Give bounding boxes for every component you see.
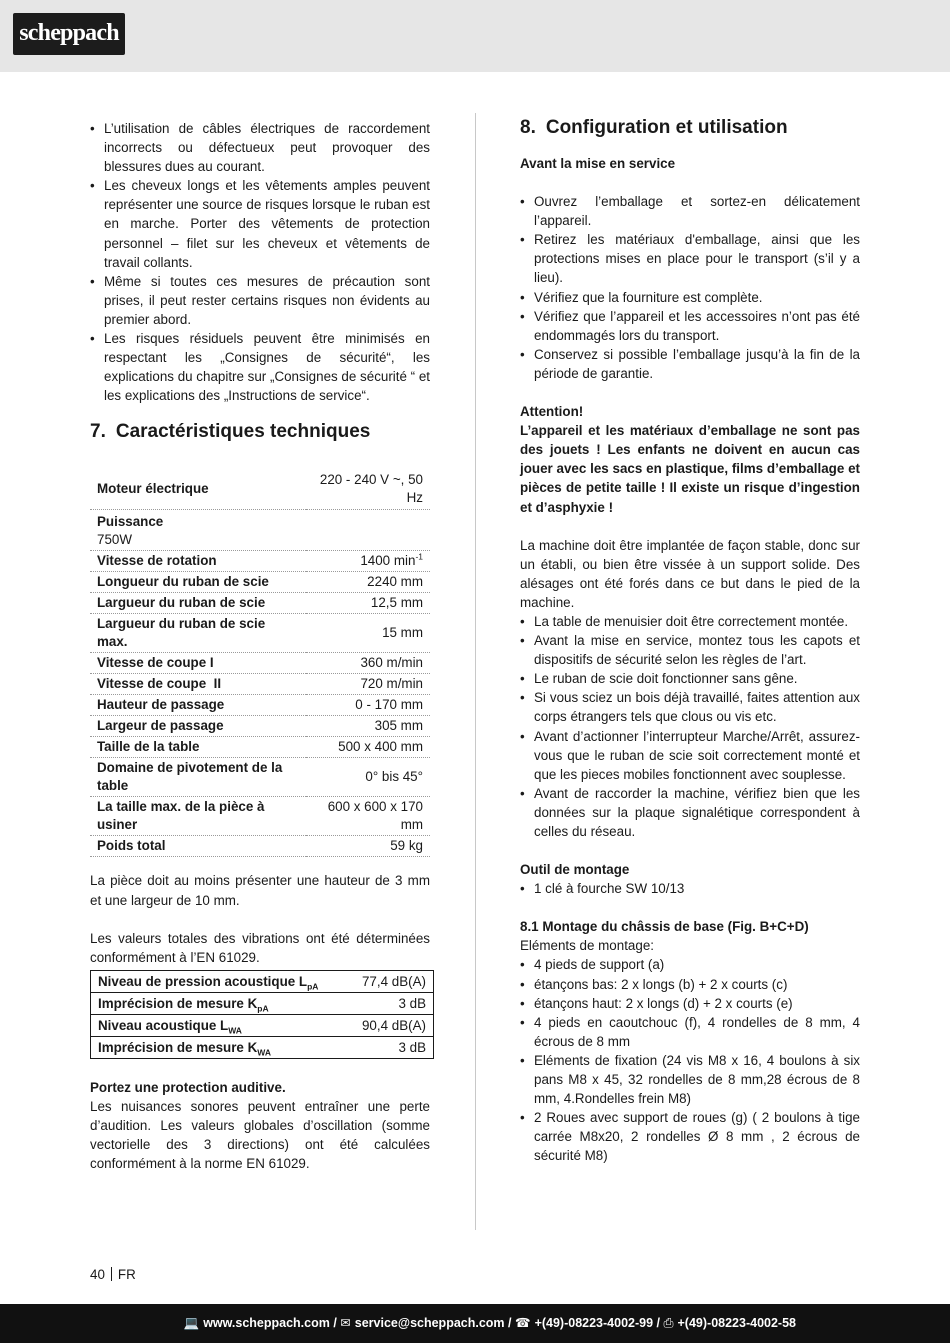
list-item: • Eléments de fixation (24 vis M8 x 16, 4 boulons à six pans M8 x 45, 32 rondelles de 8 mm,28 écrous de 8 mm, 4.Rondelles frein M8) xyxy=(520,1051,860,1108)
vibration-subscript: pA xyxy=(257,1003,269,1014)
list-item: • étançons bas: 2 x longs (b) + 2 x courts (c) xyxy=(520,975,860,994)
list-item: • 1 clé à fourche SW 10/13 xyxy=(520,879,860,898)
attention-title: Attention! xyxy=(520,404,584,420)
list-item: • Si vous sciez un bois déjà travaillé, faites attention aux corps étrangers tels que clous ou vis etc. xyxy=(520,688,860,726)
footer-band xyxy=(0,1304,950,1343)
table-row xyxy=(90,836,430,857)
assembly-title: 8.1 Montage du châssis de base (Fig. B+C+D) xyxy=(520,919,809,935)
spec-value: 15 mm xyxy=(306,614,430,653)
spec-value: 360 m/min xyxy=(306,653,430,674)
tool-title: Outil de montage xyxy=(520,862,630,878)
vibration-label: Niveau de pression acoustique L xyxy=(98,973,308,989)
vibration-label: Imprécision de mesure K xyxy=(98,995,258,1011)
vibration-subscript: pA xyxy=(307,981,319,992)
spec-label: Hauteur de passage xyxy=(90,695,306,716)
attention-text: L’appareil et les matériaux d’emballage ne sont pas des jouets ! Les enfants ne doivent en aucun cas jouer avec les sacs en plastique, films d’emballage et pièces de petite taille ! Il existe un risque d’ingestion et d’asphyxie ! xyxy=(520,423,860,515)
footer-email-link[interactable]: service@scheppach.com / xyxy=(354,1315,512,1330)
spec-value-exponent: -1 xyxy=(415,551,423,562)
list-item: • Même si toutes ces mesures de précaution sont prises, il peut rester certains risques non évidents au premier abord. xyxy=(90,272,430,329)
safety-bullet-list xyxy=(90,119,430,405)
vibration-label-cell xyxy=(91,970,348,992)
table-row xyxy=(90,653,430,674)
table-row xyxy=(90,737,430,758)
spec-value: 1400 min xyxy=(360,553,416,569)
table-row xyxy=(90,461,430,510)
list-item: • Le ruban de scie doit fonctionner sans gêne. xyxy=(520,669,860,688)
section-title: Configuration et utilisation xyxy=(545,117,788,138)
table-row xyxy=(91,1036,434,1058)
spec-value: 0° bis 45° xyxy=(306,758,430,797)
section-number: 8. xyxy=(520,117,536,138)
section-title: Caractéristiques techniques xyxy=(115,421,371,443)
hearing-protection-title: Portez une protection auditive. xyxy=(90,1079,286,1095)
vibration-subscript: WA xyxy=(257,1047,271,1058)
right-column xyxy=(520,119,860,1166)
vibration-table xyxy=(90,970,434,1059)
tool-list xyxy=(520,879,860,898)
spec-value-cell xyxy=(306,551,430,572)
table-row xyxy=(90,674,430,695)
spec-value: 220 - 240 V ~, 50 Hz xyxy=(306,461,430,510)
list-item: • 2 Roues avec support de roues (g) ( 2 boulons à tige carrée M8x20, 2 rondelles Ø 8 mm , 2 écrous de sécurité M8) xyxy=(520,1108,860,1165)
list-item: • Vérifiez que l’appareil et les accessoires n’ont pas été endommagés lors du transport. xyxy=(520,307,860,345)
spec-label: Vitesse de coupe I xyxy=(90,653,306,674)
machine-placement-text: La machine doit être implantée de façon stable, donc sur un établi, ou bien être vissée à un support solide. Des alésages ont été forés dans ce but dans le pied de la machine. xyxy=(520,537,860,610)
list-item: • Avant de raccorder la machine, vérifiez bien que les données sur la plaque signalétique correspondent à celles du réseau. xyxy=(520,784,860,841)
list-item: • Vérifiez que la fourniture est complète. xyxy=(520,288,860,307)
phone-icon: ☎ xyxy=(514,1315,531,1330)
spec-value: 720 m/min xyxy=(306,674,430,695)
table-row xyxy=(91,1014,434,1036)
spec-label: Vitesse de rotation xyxy=(90,551,306,572)
table-row xyxy=(90,716,430,737)
table-row xyxy=(90,593,430,614)
spec-value: 59 kg xyxy=(306,836,430,857)
assembly-subtitle: Eléments de montage: xyxy=(520,938,654,954)
footer-website-link[interactable]: www.scheppach.com / xyxy=(203,1315,337,1330)
before-use-list xyxy=(520,192,860,383)
list-item: • Les cheveux longs et les vêtements amples peuvent représenter une source de risques lorsque le ruban est en marche. Porter des vêtements de protection personnel – filet sur les cheveux et vêtements de travail collants. xyxy=(90,176,430,271)
spec-value: 12,5 mm xyxy=(306,593,430,614)
spec-value: 0 - 170 mm xyxy=(306,695,430,716)
vibration-value: 90,4 dB(A) xyxy=(348,1014,434,1036)
piece-size-note: La pièce doit au moins présenter une hauteur de 3 mm et une largeur de 10 mm. xyxy=(90,873,430,908)
vibration-value: 3 dB xyxy=(348,992,434,1014)
table-row xyxy=(90,797,430,836)
list-item: • La table de menuisier doit être correctement montée. xyxy=(520,612,860,631)
header-band xyxy=(0,0,950,72)
spec-value: 750W xyxy=(97,532,132,548)
section-number: 7. xyxy=(90,421,106,443)
table-row xyxy=(90,572,430,593)
table-row xyxy=(90,614,430,653)
list-item: • Avant la mise en service, montez tous les capots et dispositifs de sécurité selon les règles de l’art. xyxy=(520,631,860,669)
list-item: • Avant d’actionner l’interrupteur Marche/Arrêt, assurez-vous que le ruban de scie soit correctement monté et que les pieces mobiles fonctionnent avec souplesse. xyxy=(520,727,860,784)
machine-check-list xyxy=(520,612,860,841)
list-item: • L’utilisation de câbles électriques de raccordement incorrects ou défectueux peut provoquer des blessures dues au courant. xyxy=(90,119,430,176)
list-item: • 4 pieds de support (a) xyxy=(520,955,860,974)
spec-label: Puissance xyxy=(97,514,164,530)
spec-value: 500 x 400 mm xyxy=(306,737,430,758)
computer-icon: 💻 xyxy=(183,1315,200,1330)
spec-value: 600 x 600 x 170 mm xyxy=(306,797,430,836)
fax-icon: ⎙ xyxy=(663,1315,674,1330)
spec-label: Largueur du ruban de scie xyxy=(90,593,306,614)
spec-label: Largueur du ruban de scie max. xyxy=(90,614,306,653)
column-divider xyxy=(475,113,476,1230)
footer-fax: +(49)-08223-4002-58 xyxy=(677,1315,796,1330)
page-number-value: 40 xyxy=(90,1267,105,1282)
vibration-label: Imprécision de mesure K xyxy=(98,1039,258,1055)
mail-icon: ✉ xyxy=(340,1315,351,1330)
table-row xyxy=(91,970,434,992)
list-item: • Retirez les matériaux d'emballage, ainsi que les protections mises en place pour le transport (s’il y a lieu). xyxy=(520,230,860,287)
spec-label: Taille de la table xyxy=(90,737,306,758)
spec-label: Longueur du ruban de scie xyxy=(90,572,306,593)
vibration-label-cell xyxy=(91,992,348,1014)
spec-label: Moteur électrique xyxy=(90,461,306,510)
vibration-subscript: WA xyxy=(228,1025,242,1036)
page-number xyxy=(90,1265,136,1284)
table-row xyxy=(90,695,430,716)
vibration-label-cell xyxy=(91,1014,348,1036)
list-item: • Ouvrez l’emballage et sortez-en délicatement l’appareil. xyxy=(520,192,860,230)
hearing-protection-text: Les nuisances sonores peuvent entraîner une perte d’audition. Les valeurs globales d’oscillation (somme vectorielle des 3 directions) ont été calculées conformément à la norme EN 61029. xyxy=(90,1098,430,1172)
footer-phone: +(49)-08223-4002-99 / xyxy=(534,1315,660,1330)
spec-value: 305 mm xyxy=(306,716,430,737)
vibration-intro: Les valeurs totales des vibrations ont été déterminées conformément à l’EN 61029. xyxy=(90,930,430,965)
left-column xyxy=(90,119,430,1173)
spec-label: La taille max. de la pièce à usiner xyxy=(90,797,306,836)
list-item: • étançons haut: 2 x longs (d) + 2 x courts (e) xyxy=(520,994,860,1013)
page-language: FR xyxy=(117,1267,136,1282)
spec-label: Domaine de pivotement de la table xyxy=(90,758,306,797)
list-item: • Conservez si possible l’emballage jusqu’à la fin de la période de garantie. xyxy=(520,345,860,383)
vibration-label-cell xyxy=(91,1036,348,1058)
spec-value: 2240 mm xyxy=(306,572,430,593)
section-8-heading xyxy=(520,116,860,140)
spec-label: Vitesse de coupe II xyxy=(90,674,306,695)
table-row xyxy=(91,992,434,1014)
list-item: • 4 pieds en caoutchouc (f), 4 rondelles de 8 mm, 4 écrous de 8 mm xyxy=(520,1013,860,1051)
list-item: • Les risques résiduels peuvent être minimisés en respectant les „Consignes de sécurité“, les explications du chapitre sur „Consignes de sécurité “ et les explications des „Instructions de service“. xyxy=(90,329,430,405)
spec-table xyxy=(90,461,430,857)
before-use-title: Avant la mise en service xyxy=(520,156,676,171)
page-number-separator xyxy=(111,1267,112,1281)
scheppach-logo: scheppach xyxy=(13,13,125,55)
table-row xyxy=(90,758,430,797)
table-row xyxy=(90,551,430,572)
vibration-label: Niveau acoustique L xyxy=(98,1017,229,1033)
section-7-heading xyxy=(90,420,430,444)
vibration-value: 77,4 dB(A) xyxy=(348,970,434,992)
assembly-list xyxy=(520,955,860,1165)
spec-label: Poids total xyxy=(90,836,306,857)
vibration-value: 3 dB xyxy=(348,1036,434,1058)
spec-label: Largeur de passage xyxy=(90,716,306,737)
table-row xyxy=(90,510,430,551)
spec-cell xyxy=(90,510,430,551)
